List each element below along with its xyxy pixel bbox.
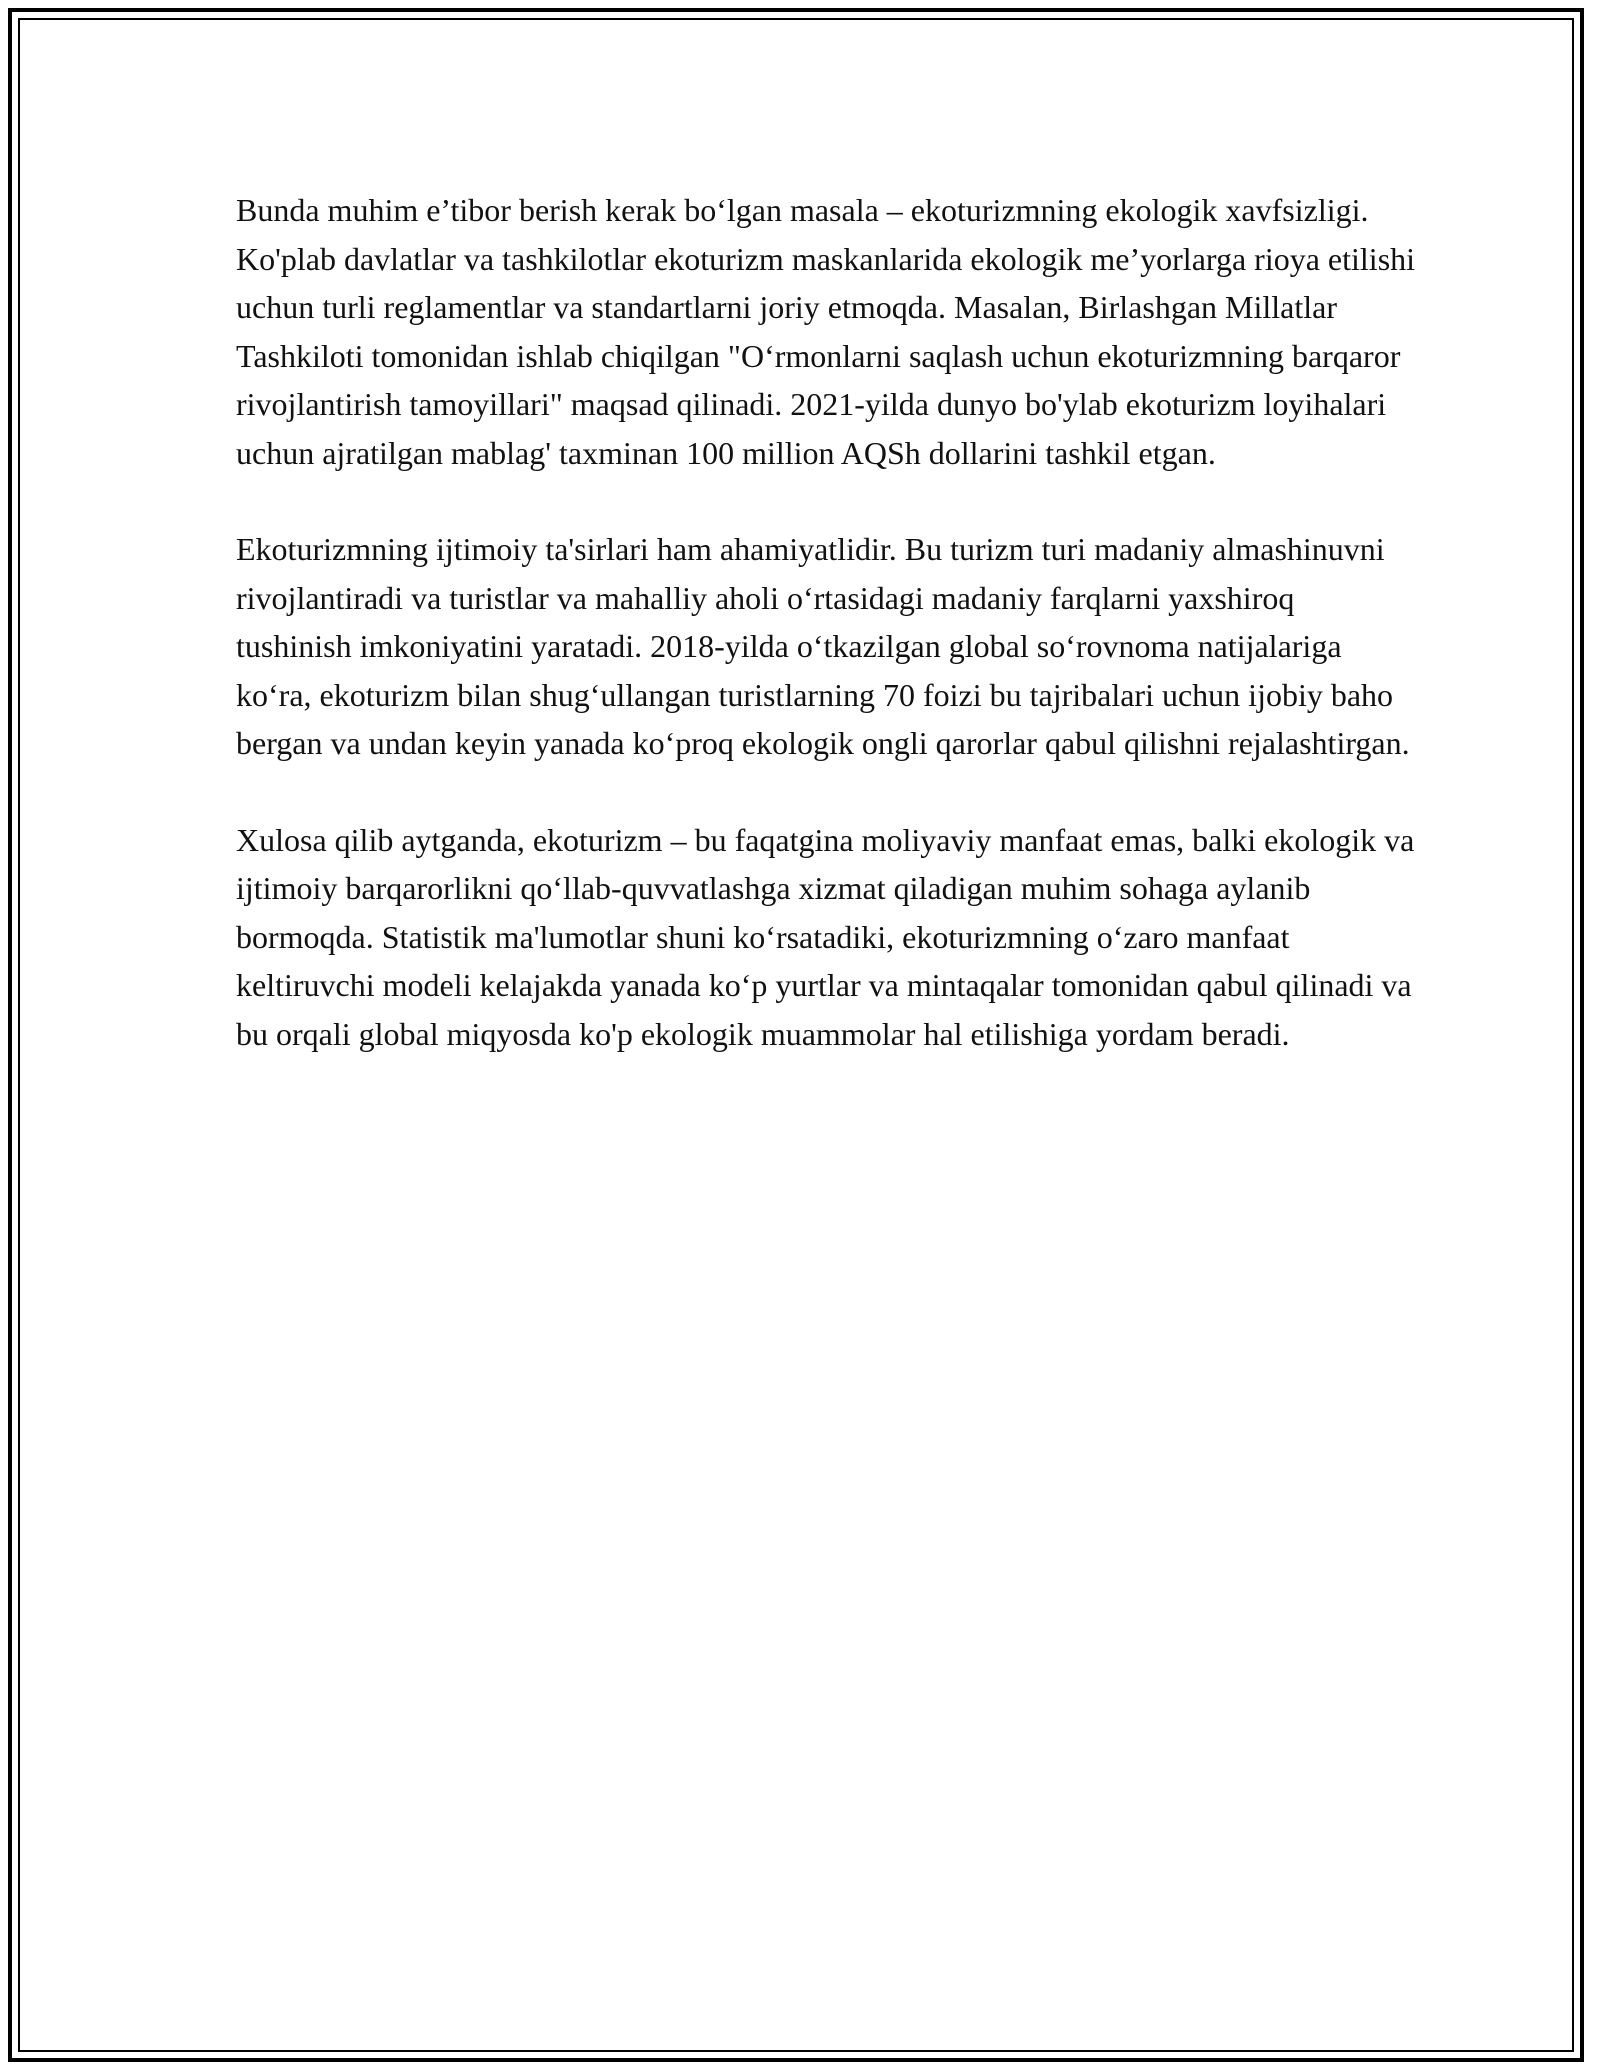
paragraph-ecological-safety: Bunda muhim e’tibor berish kerak bo‘lgan masala – ekoturizmning ekologik xavfsizligi. Ko'plab davlatlar va tashkilotlar ekoturizm maskanlarida ekologik me’yorlarga rioya etilishi uchun turli reglamentlar va standartlarni joriy etmoqda. Masalan, Birlashgan Millatlar Tashkiloti tomonidan ishlab chiqilgan "O‘rmonlarni saqlash uchun ekoturizmning barqaror rivojlantirish tamoyillari" maqsad qilinadi. 2021-yilda dunyo bo'ylab ekoturizm loyihalari uchun ajratilgan mablag' taxminan 100 million AQSh dollarini tashkil etgan. <box>236 192 1416 471</box>
paragraph-social-impact: Ekoturizmning ijtimoiy ta'sirlari ham ahamiyatlidir. Bu turizm turi madaniy almashinuvni rivojlantiradi va turistlar va mahalliy aholi o‘rtasidagi madaniy farqlarni yaxshiroq tushinish imkoniyatini yaratadi. 2018-yilda o‘tkazilgan global so‘rovnoma natijalariga ko‘ra, ekoturizm bilan shug‘ullangan turistlarning 70 foizi bu tajribalari uchun ijobiy baho bergan va undan keyin yanada ko‘proq ekologik ongli qarorlar qabul qilishni rejalashtirgan. <box>236 531 1410 761</box>
document-body <box>236 186 1416 1058</box>
paragraph-conclusion: Xulosa qilib aytganda, ekoturizm – bu faqatgina moliyaviy manfaat emas, balki ekologik va ijtimoiy barqarorlikni qo‘llab-quvvatlashga xizmat qiladigan muhim sohaga aylanib bormoqda. Statistik ma'lumotlar shuni ko‘rsatadiki, ekoturizmning o‘zaro manfaat keltiruvchi modeli kelajakda yanada ko‘p yurtlar va mintaqalar tomonidan qabul qilinadi va bu orqali global miqyosda ko'p ekologik muammolar hal etilishiga yordam beradi. <box>236 821 1415 1052</box>
